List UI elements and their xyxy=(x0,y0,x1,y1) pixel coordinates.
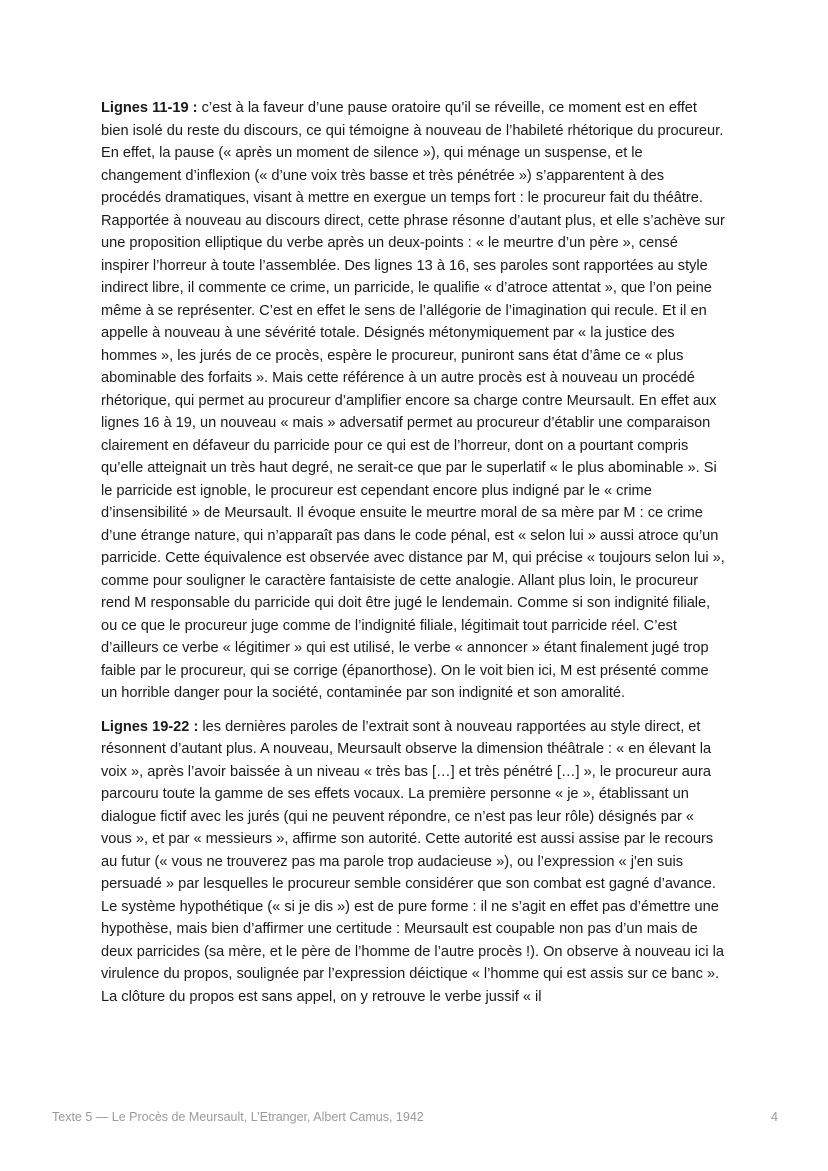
paragraph-lignes-11-19 xyxy=(101,97,727,705)
paragraph-label: Lignes 19-22 : xyxy=(101,718,199,735)
page-number: 4 xyxy=(771,1110,778,1124)
paragraph-lignes-19-22 xyxy=(101,716,727,1009)
paragraph-text: les dernières paroles de l’extrait sont à nouveau rapportées au style direct, et résonnent d’autant plus. A nouveau, Meursault observe la dimension théâtrale : « en élevant la voix », après l’avoir baissée à un niveau « très bas […] et très pénétré […] », le procureur aura parcouru toute la gamme de ses effets vocaux. La première personne « je », établissant un dialogue fictif avec les jurés (qui ne peuvent répondre, ce n’est pas leur rôle) désignés par « vous », et par « messieurs », affirme son autorité. Cette autorité est aussi assise par le recours au futur (« vous ne trouverez pas ma parole trop audacieuse »), ou l’expression « j'en suis persuadé » par lesquelles le procureur semble considérer que son combat est gagné d’avance. Le système hypothétique (« si je dis ») est de pure forme : il ne s’agit en effet pas d’émettre une hypothèse, mais bien d’affirmer une certitude : Meursault est coupable non pas d’un mais de deux parricides (sa mère, et le père de l’homme de l’autre procès !). On observe à nouveau ici la virulence du propos, soulignée par l’expression déictique « l’homme qui est assis sur ce banc ». La clôture du propos est sans appel, on y retrouve le verbe jussif « il xyxy=(101,718,724,1005)
paragraph-label: Lignes 11-19 : xyxy=(101,100,198,116)
document-body xyxy=(101,97,727,1019)
paragraph-text: c’est à la faveur d’une pause oratoire qu’il se réveille, ce moment est en effet bien isolé du reste du discours, ce qui témoigne à nouveau de l’habileté rhétorique du procureur. En effet, la pause (« après un moment de silence »), qui ménage un suspense, et le changement d’inflexion (« d’une voix très basse et très pénétrée ») s’apparentent à des procédés dramatiques, visant à mettre en exergue un temps fort : le procureur fait du théâtre. Rapportée à nouveau au discours direct, cette phrase résonne d’autant plus, et elle s’achève sur une proposition elliptique du verbe après un deux-points : « le meurtre d’un père », censé inspirer l’horreur à toute l’assemblée. Des lignes 13 à 16, ses paroles sont rapportées au style indirect libre, il commente ce crime, un parricide, le qualifie « d’atroce attentat », que l’on peine même à se représenter. C’est en effet le sens de l’allégorie de l’imagination qui recule. Et il en appelle à nouveau à une sévérité totale. Désignés métonymiquement par « la justice des hommes », les jurés de ce procès, espère le procureur, puniront sans état d’âme ce « plus abominable des forfaits ». Mais cette référence à un autre procès est à nouveau un procédé rhétorique, qui permet au procureur d’amplifier encore sa charge contre Meursault. En effet aux lignes 16 à 19, un nouveau « mais » adversatif permet au procureur d’établir une comparaison clairement en défaveur du parricide pour ce qui est de l’horreur, dont on a pourtant compris qu’elle atteignait un très haut degré, ne serait-ce que par le superlatif « le plus abominable ». Si le parricide est ignoble, le procureur est cependant encore plus indigné par le « crime d’insensibilité » de Meursault. Il évoque ensuite le meurtre moral de sa mère par M : ce crime d’une étrange nature, qui n’apparaît pas dans le code pénal, est « selon lui » aussi atroce qu’un parricide. Cette équivalence est observée avec distance par M, qui précise « toujours selon lui », comme pour souligner le caractère fantaisiste de cette analogie. Allant plus loin, le procureur rend M responsable du parricide qui doit être jugé le lendemain. Comme si son indignité filiale, ou ce que le procureur juge comme de l’indignité filiale, légitimait tout parricide réel. C’est d’ailleurs ce verbe « légitimer » qui est utilisé, le verbe « annoncer » étant finalement jugé trop faible par le procureur, qui se corrige (épanorthose). On le voit bien ici, M est présenté comme un horrible danger pour la société, contaminée par son indignité et son amoralité. xyxy=(101,100,725,701)
footer-title: Texte 5 — Le Procès de Meursault, L’Etranger, Albert Camus, 1942 xyxy=(52,1110,424,1124)
